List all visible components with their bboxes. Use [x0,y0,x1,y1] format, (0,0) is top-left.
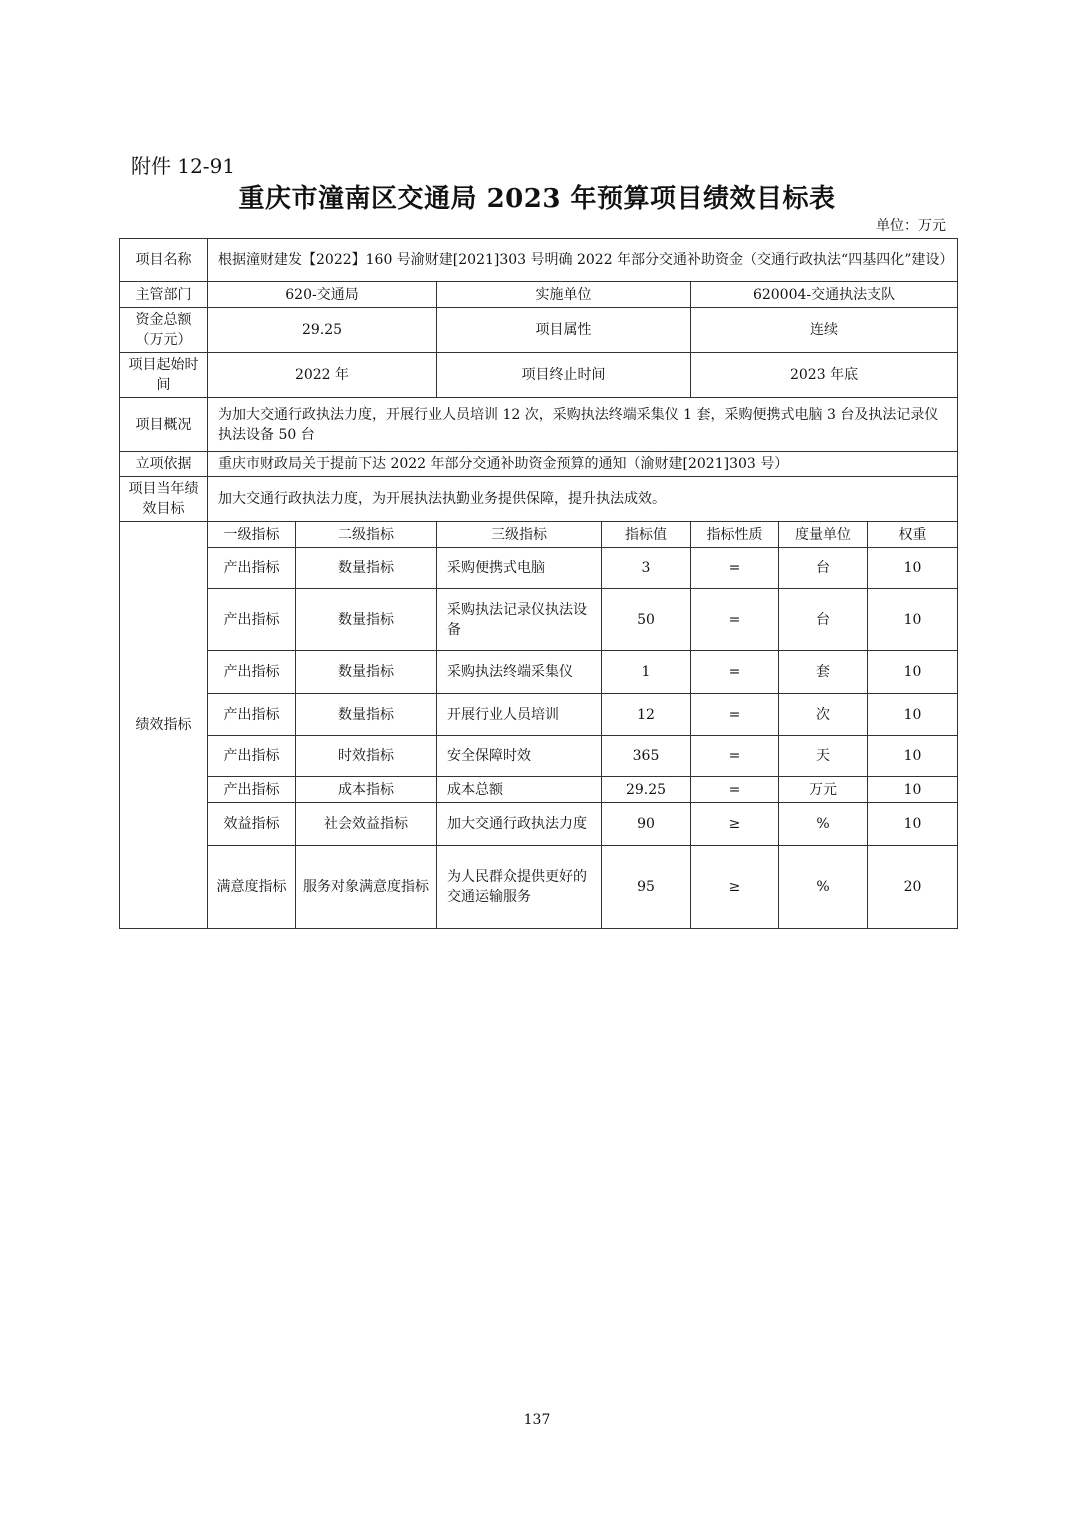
attr-label: 项目属性 [437,308,691,353]
cell-unit: 台 [779,548,868,589]
funds-label: 资金总额（万元） [120,308,208,353]
end-label: 项目终止时间 [437,353,691,398]
cell-unit: 次 [779,694,868,736]
cell-nature: ≥ [691,846,779,929]
cell-value: 1 [602,651,691,694]
page-number: 137 [523,1412,551,1428]
dept-label: 主管部门 [120,282,208,308]
cell-level1: 产出指标 [208,736,296,777]
cell-weight: 10 [868,548,958,589]
cell-value: 50 [602,589,691,651]
table-row [120,548,958,589]
cell-value: 95 [602,846,691,929]
impl-value: 620004-交通执法支队 [691,282,958,308]
cell-level2: 数量指标 [296,694,437,736]
cell-value: 12 [602,694,691,736]
cell-weight: 10 [868,589,958,651]
project-name-label: 项目名称 [120,239,208,282]
basis-label: 立项依据 [120,452,208,477]
cell-level1: 产出指标 [208,589,296,651]
cell-level2: 数量指标 [296,589,437,651]
cell-level1: 产出指标 [208,777,296,803]
cell-level3: 采购便携式电脑 [437,548,602,589]
header-weight: 权重 [868,522,958,548]
cell-nature: = [691,694,779,736]
cell-level2: 服务对象满意度指标 [296,846,437,929]
cell-weight: 10 [868,803,958,846]
cell-level2: 数量指标 [296,651,437,694]
cell-nature: ≥ [691,803,779,846]
header-value: 指标值 [602,522,691,548]
cell-nature: = [691,736,779,777]
cell-level1: 产出指标 [208,548,296,589]
overview-value: 为加大交通行政执法力度，开展行业人员培训 12 次，采购执法终端采集仪 1 套，采购便携式电脑 3 台及执法记录仪执法设备 50 台 [208,398,958,452]
cell-value: 29.25 [602,777,691,803]
header-level3: 三级指标 [437,522,602,548]
dept-value: 620-交通局 [208,282,437,308]
cell-level1: 产出指标 [208,651,296,694]
goal-label: 项目当年绩效目标 [120,477,208,522]
cell-level1: 满意度指标 [208,846,296,929]
cell-value: 365 [602,736,691,777]
cell-value: 3 [602,548,691,589]
cell-unit: % [779,803,868,846]
start-label: 项目起始时间 [120,353,208,398]
table-row [120,846,958,929]
table-row [120,803,958,846]
basis-value: 重庆市财政局关于提前下达 2022 年部分交通补助资金预算的通知（渝财建[2021]303 号） [208,452,958,477]
indicators-section-label: 绩效指标 [120,522,208,929]
table-row [120,694,958,736]
end-value: 2023 年底 [691,353,958,398]
header-unit: 度量单位 [779,522,868,548]
unit-label: 单位：万元 [876,218,946,234]
cell-nature: = [691,777,779,803]
cell-nature: = [691,589,779,651]
cell-level3: 为人民群众提供更好的交通运输服务 [437,846,602,929]
cell-level2: 数量指标 [296,548,437,589]
cell-level2: 时效指标 [296,736,437,777]
cell-unit: 套 [779,651,868,694]
page-title: 重庆市潼南区交通局 2023 年预算项目绩效目标表 [238,184,836,214]
cell-level3: 成本总额 [437,777,602,803]
cell-weight: 10 [868,777,958,803]
cell-weight: 10 [868,694,958,736]
cell-weight: 20 [868,846,958,929]
cell-level3: 采购执法记录仪执法设备 [437,589,602,651]
cell-level3: 采购执法终端采集仪 [437,651,602,694]
cell-unit: 台 [779,589,868,651]
cell-nature: = [691,548,779,589]
cell-level1: 产出指标 [208,694,296,736]
cell-level3: 安全保障时效 [437,736,602,777]
attr-value: 连续 [691,308,958,353]
impl-label: 实施单位 [437,282,691,308]
table-row [120,651,958,694]
overview-label: 项目概况 [120,398,208,452]
start-value: 2022 年 [208,353,437,398]
cell-weight: 10 [868,736,958,777]
performance-table [119,238,958,929]
cell-value: 90 [602,803,691,846]
cell-unit: % [779,846,868,929]
cell-unit: 天 [779,736,868,777]
cell-level2: 成本指标 [296,777,437,803]
header-nature: 指标性质 [691,522,779,548]
table-row [120,777,958,803]
header-level2: 二级指标 [296,522,437,548]
cell-level2: 社会效益指标 [296,803,437,846]
project-name: 根据潼财建发【2022】160 号渝财建[2021]303 号明确 2022 年部分交通补助资金（交通行政执法“四基四化”建设） [208,239,958,282]
cell-level3: 开展行业人员培训 [437,694,602,736]
funds-value: 29.25 [208,308,437,353]
cell-unit: 万元 [779,777,868,803]
goal-value: 加大交通行政执法力度，为开展执法执勤业务提供保障，提升执法成效。 [208,477,958,522]
cell-weight: 10 [868,651,958,694]
cell-nature: = [691,651,779,694]
header-level1: 一级指标 [208,522,296,548]
cell-level1: 效益指标 [208,803,296,846]
table-row [120,589,958,651]
attachment-number: 附件 12-91 [131,154,236,178]
table-row [120,736,958,777]
cell-level3: 加大交通行政执法力度 [437,803,602,846]
